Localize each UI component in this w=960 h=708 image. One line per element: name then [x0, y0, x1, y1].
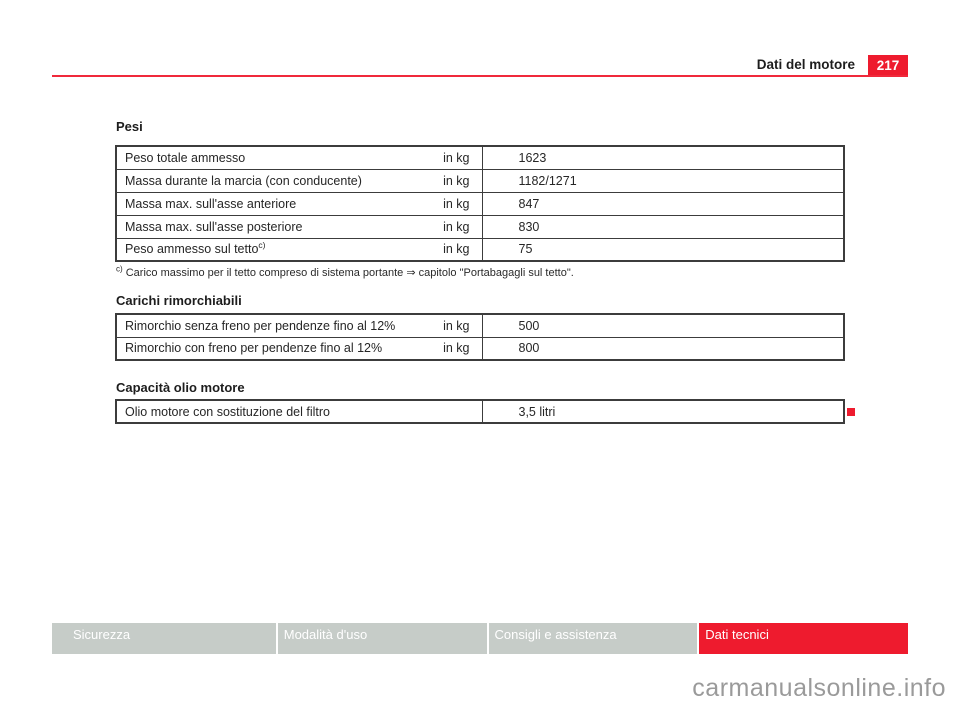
row-label: Rimorchio con freno per pendenze fino al 12%	[125, 341, 383, 356]
row-value: 500	[482, 314, 844, 337]
table-row	[116, 337, 844, 360]
row-label: Massa max. sull'asse posteriore	[125, 219, 303, 234]
row-unit: in kg	[443, 173, 470, 188]
footnote	[116, 266, 846, 279]
row-label: Peso ammesso sul tetto$^{c)}$	[125, 240, 266, 257]
table-row	[116, 215, 844, 238]
row-value: 75	[482, 238, 844, 261]
row-unit: in kg	[443, 219, 470, 234]
row-label: Peso totale ammesso	[125, 150, 246, 165]
row-value: 1623	[482, 146, 844, 169]
row-value: 1182/1271	[482, 169, 844, 192]
row-unit: in kg	[443, 318, 470, 333]
section-heading-olio: Capacità olio motore	[116, 380, 245, 395]
table-carichi	[115, 313, 845, 361]
footer-tab-sicurezza[interactable]: Sicurezza	[52, 623, 276, 654]
footnote-text: Carico massimo per il tetto compreso di sistema portante ⇒ capitolo "Portabagagli sul tetto".	[125, 267, 574, 279]
row-label: Rimorchio senza freno per pendenze fino al 12%	[125, 318, 396, 333]
table-pesi	[115, 145, 845, 262]
row-value: 830	[482, 215, 844, 238]
section-heading-carichi: Carichi rimorchiabili	[116, 293, 242, 308]
row-label: Massa durante la marcia (con conducente)	[125, 173, 362, 188]
footnote-reference: c)	[258, 240, 266, 251]
footer-tab-bar	[52, 623, 908, 654]
table-row	[116, 146, 844, 169]
row-label: Olio motore con sostituzione del filtro	[125, 404, 330, 419]
row-unit: in kg	[443, 242, 470, 257]
footnote-marker: c)	[116, 264, 123, 274]
row-unit: in kg	[443, 196, 470, 211]
table-row	[116, 192, 844, 215]
section-heading-pesi: Pesi	[116, 119, 143, 134]
row-unit: in kg	[443, 150, 470, 165]
header-divider	[52, 75, 908, 77]
row-value: 3,5 litri	[482, 400, 844, 423]
page-number-badge: 217	[868, 55, 908, 76]
footer-tab-modalita-duso[interactable]: Modalità d'uso	[278, 623, 487, 654]
row-label: Massa max. sull'asse anteriore	[125, 196, 297, 211]
table-row	[116, 400, 844, 423]
table-row	[116, 314, 844, 337]
watermark: carmanualsonline.info	[692, 674, 946, 702]
footer-tab-dati-tecnici[interactable]: Dati tecnici	[699, 623, 908, 654]
table-row	[116, 169, 844, 192]
section-end-marker	[847, 408, 855, 416]
page-title: Dati del motore	[756, 57, 855, 72]
table-row	[116, 238, 844, 261]
footer-tab-consigli-e-assistenza[interactable]: Consigli e assistenza	[489, 623, 698, 654]
table-olio	[115, 399, 845, 424]
row-value: 800	[482, 337, 844, 360]
row-value: 847	[482, 192, 844, 215]
row-unit: in kg	[443, 341, 470, 356]
